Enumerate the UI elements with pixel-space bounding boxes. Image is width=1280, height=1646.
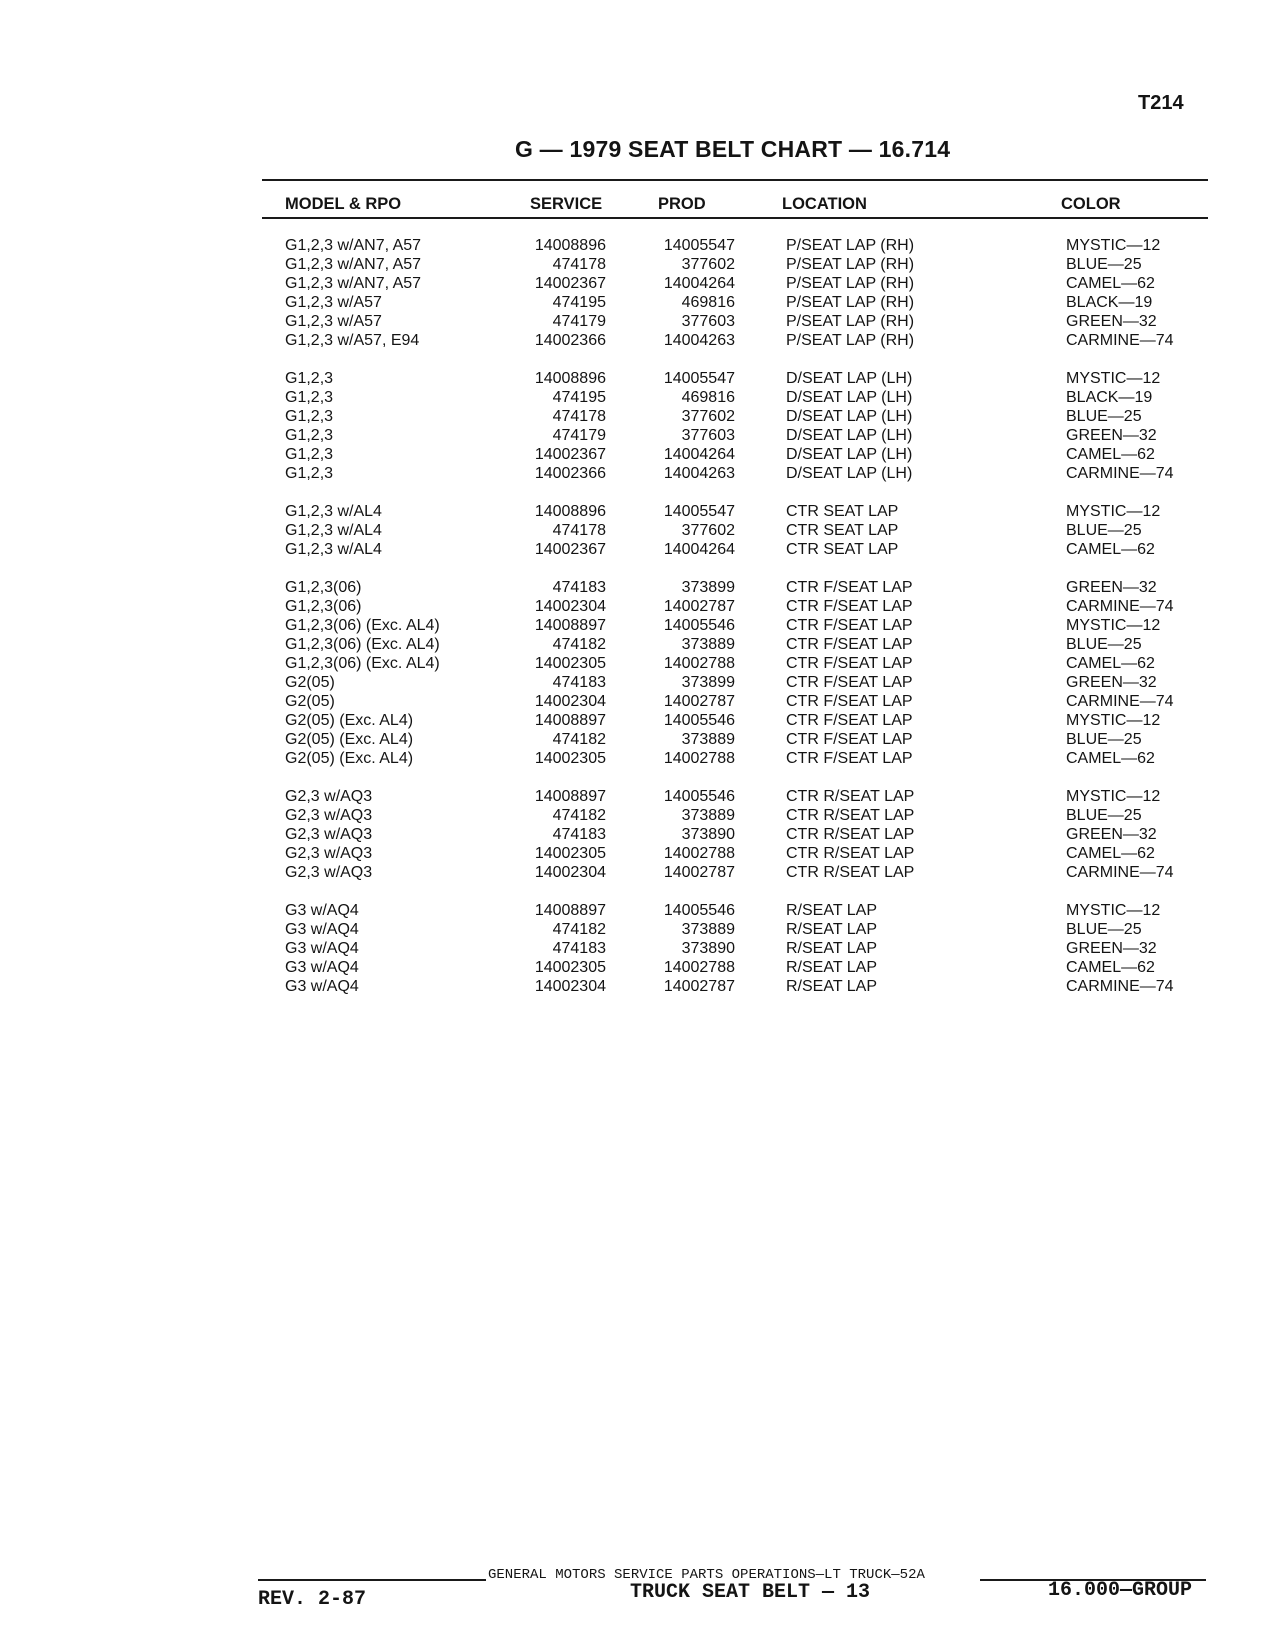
table-row — [0, 616, 1280, 635]
cell-model: G2,3 w/AQ3 — [285, 864, 373, 881]
table-row — [0, 426, 1280, 445]
cell-service: 474178 — [552, 256, 606, 273]
cell-color: CAMEL—62 — [1066, 446, 1155, 463]
page-code: T214 — [1138, 92, 1184, 114]
column-header-service: SERVICE — [530, 195, 603, 213]
cell-service: 474183 — [552, 940, 606, 957]
column-header-color: COLOR — [1061, 195, 1121, 213]
cell-service: 474182 — [552, 921, 606, 938]
table-row — [0, 787, 1280, 806]
cell-location: CTR R/SEAT LAP — [786, 788, 915, 805]
cell-color: BLUE—25 — [1066, 522, 1142, 539]
cell-model: G1,2,3 — [285, 408, 334, 425]
cell-model: G1,2,3 w/AL4 — [285, 541, 382, 558]
table-row — [0, 331, 1280, 350]
cell-service: 14002367 — [534, 275, 606, 292]
cell-color: MYSTIC—12 — [1066, 902, 1161, 919]
table-row — [0, 578, 1280, 597]
cell-model: G2(05) (Exc. AL4) — [285, 750, 414, 767]
cell-location: R/SEAT LAP — [786, 921, 877, 938]
cell-location: CTR F/SEAT LAP — [786, 731, 913, 748]
cell-model: G1,2,3 w/A57 — [285, 313, 382, 330]
cell-prod: 14005547 — [663, 237, 735, 254]
cell-location: R/SEAT LAP — [786, 959, 877, 976]
cell-prod: 373899 — [681, 674, 735, 691]
cell-color: CARMINE—74 — [1066, 598, 1174, 615]
cell-service: 474195 — [552, 389, 606, 406]
cell-model: G2,3 w/AQ3 — [285, 845, 373, 862]
cell-color: GREEN—32 — [1066, 826, 1157, 843]
cell-model: G1,2,3 w/AL4 — [285, 503, 382, 520]
cell-model: G1,2,3 — [285, 465, 334, 482]
cell-model: G1,2,3(06) — [285, 598, 362, 615]
cell-prod: 14002787 — [663, 864, 735, 881]
cell-prod: 14004264 — [663, 541, 735, 558]
cell-location: CTR R/SEAT LAP — [786, 807, 915, 824]
table-row — [0, 863, 1280, 882]
cell-model: G3 w/AQ4 — [285, 921, 359, 938]
cell-color: BLUE—25 — [1066, 256, 1142, 273]
cell-model: G1,2,3 — [285, 389, 334, 406]
cell-service: 14002366 — [534, 332, 606, 349]
table-row — [0, 464, 1280, 483]
cell-service: 474183 — [552, 674, 606, 691]
cell-service: 14002304 — [534, 693, 606, 710]
table-row — [0, 597, 1280, 616]
cell-model: G1,2,3 w/AN7, A57 — [285, 237, 422, 254]
cell-prod: 14002787 — [663, 598, 735, 615]
footer-operations: GENERAL MOTORS SERVICE PARTS OPERATIONS—LT TRUCK—52A — [488, 1567, 925, 1583]
table-row — [0, 407, 1280, 426]
cell-color: BLUE—25 — [1066, 408, 1142, 425]
cell-location: CTR F/SEAT LAP — [786, 750, 913, 767]
cell-location: CTR R/SEAT LAP — [786, 845, 915, 862]
cell-color: CARMINE—74 — [1066, 465, 1174, 482]
cell-location: P/SEAT LAP (RH) — [786, 256, 915, 273]
cell-model: G2(05) — [285, 674, 335, 691]
cell-location: P/SEAT LAP (RH) — [786, 313, 915, 330]
cell-location: CTR F/SEAT LAP — [786, 655, 913, 672]
cell-color: CAMEL—62 — [1066, 541, 1155, 558]
cell-model: G2,3 w/AQ3 — [285, 807, 373, 824]
cell-service: 14002305 — [534, 959, 606, 976]
cell-color: BLUE—25 — [1066, 807, 1142, 824]
cell-prod: 373889 — [681, 731, 735, 748]
footer-revision: REV. 2-87 — [258, 1588, 367, 1611]
table-row — [0, 274, 1280, 293]
cell-location: CTR F/SEAT LAP — [786, 693, 913, 710]
cell-color: BLUE—25 — [1066, 731, 1142, 748]
cell-prod: 373899 — [681, 579, 735, 596]
table-row — [0, 901, 1280, 920]
cell-location: CTR F/SEAT LAP — [786, 712, 913, 729]
cell-color: CARMINE—74 — [1066, 978, 1174, 995]
table-row — [0, 977, 1280, 996]
cell-model: G1,2,3 — [285, 427, 334, 444]
table-row — [0, 711, 1280, 730]
table-row — [0, 312, 1280, 331]
column-header-model: MODEL & RPO — [285, 195, 402, 213]
cell-model: G1,2,3 w/A57 — [285, 294, 382, 311]
cell-color: CARMINE—74 — [1066, 864, 1174, 881]
cell-location: CTR SEAT LAP — [786, 503, 899, 520]
cell-service: 14008897 — [534, 617, 606, 634]
cell-prod: 373890 — [681, 940, 735, 957]
cell-model: G2,3 w/AQ3 — [285, 826, 373, 843]
cell-location: CTR F/SEAT LAP — [786, 636, 913, 653]
cell-location: CTR R/SEAT LAP — [786, 826, 915, 843]
cell-service: 474179 — [552, 427, 606, 444]
table-header-rule — [262, 217, 1208, 219]
table-row — [0, 673, 1280, 692]
cell-location: CTR SEAT LAP — [786, 522, 899, 539]
cell-model: G1,2,3 — [285, 370, 334, 387]
cell-color: BLACK—19 — [1066, 294, 1153, 311]
cell-service: 14002366 — [534, 465, 606, 482]
cell-prod: 14004264 — [663, 275, 735, 292]
footer-rule-left — [258, 1579, 486, 1581]
table-row — [0, 369, 1280, 388]
cell-service: 474183 — [552, 826, 606, 843]
table-row — [0, 635, 1280, 654]
cell-location: P/SEAT LAP (RH) — [786, 294, 915, 311]
cell-location: P/SEAT LAP (RH) — [786, 332, 915, 349]
cell-model: G2,3 w/AQ3 — [285, 788, 373, 805]
cell-prod: 14002787 — [663, 693, 735, 710]
cell-prod: 377602 — [681, 408, 735, 425]
cell-prod: 377602 — [681, 256, 735, 273]
cell-service: 14002305 — [534, 750, 606, 767]
table-row — [0, 730, 1280, 749]
table-row — [0, 825, 1280, 844]
cell-service: 474182 — [552, 636, 606, 653]
cell-location: CTR R/SEAT LAP — [786, 864, 915, 881]
cell-location: D/SEAT LAP (LH) — [786, 427, 913, 444]
cell-model: G1,2,3 — [285, 446, 334, 463]
cell-prod: 469816 — [681, 389, 735, 406]
cell-color: GREEN—32 — [1066, 674, 1157, 691]
cell-service: 474182 — [552, 731, 606, 748]
cell-prod: 377603 — [681, 427, 735, 444]
table-row — [0, 958, 1280, 977]
cell-location: P/SEAT LAP (RH) — [786, 237, 915, 254]
cell-prod: 14004264 — [663, 446, 735, 463]
cell-prod: 469816 — [681, 294, 735, 311]
cell-prod: 14002788 — [663, 845, 735, 862]
table-row — [0, 293, 1280, 312]
cell-service: 14008897 — [534, 788, 606, 805]
cell-prod: 14002788 — [663, 959, 735, 976]
cell-color: GREEN—32 — [1066, 313, 1157, 330]
cell-location: D/SEAT LAP (LH) — [786, 446, 913, 463]
cell-prod: 14005546 — [663, 788, 735, 805]
cell-service: 474182 — [552, 807, 606, 824]
footer-group: 16.000—GROUP — [1048, 1579, 1193, 1602]
cell-model: G2(05) — [285, 693, 335, 710]
cell-model: G3 w/AQ4 — [285, 940, 359, 957]
cell-model: G1,2,3 w/AN7, A57 — [285, 275, 422, 292]
cell-prod: 373890 — [681, 826, 735, 843]
cell-model: G1,2,3 w/AL4 — [285, 522, 382, 539]
cell-location: CTR F/SEAT LAP — [786, 598, 913, 615]
cell-service: 14002304 — [534, 978, 606, 995]
cell-prod: 14002788 — [663, 750, 735, 767]
cell-location: D/SEAT LAP (LH) — [786, 408, 913, 425]
cell-service: 474178 — [552, 522, 606, 539]
cell-color: MYSTIC—12 — [1066, 503, 1161, 520]
cell-location: CTR F/SEAT LAP — [786, 579, 913, 596]
cell-prod: 14004263 — [663, 332, 735, 349]
cell-color: CAMEL—62 — [1066, 959, 1155, 976]
cell-location: R/SEAT LAP — [786, 902, 877, 919]
cell-service: 14008897 — [534, 902, 606, 919]
cell-model: G1,2,3(06) (Exc. AL4) — [285, 617, 440, 634]
cell-color: CARMINE—74 — [1066, 332, 1174, 349]
cell-service: 474183 — [552, 579, 606, 596]
cell-service: 14002304 — [534, 864, 606, 881]
cell-service: 14002305 — [534, 845, 606, 862]
cell-service: 474178 — [552, 408, 606, 425]
cell-color: GREEN—32 — [1066, 940, 1157, 957]
cell-model: G1,2,3(06) (Exc. AL4) — [285, 636, 440, 653]
cell-color: BLUE—25 — [1066, 636, 1142, 653]
cell-model: G3 w/AQ4 — [285, 978, 359, 995]
cell-color: CAMEL—62 — [1066, 275, 1155, 292]
cell-model: G1,2,3 w/A57, E94 — [285, 332, 420, 349]
table-row — [0, 939, 1280, 958]
table-row — [0, 388, 1280, 407]
cell-service: 14002305 — [534, 655, 606, 672]
cell-location: R/SEAT LAP — [786, 940, 877, 957]
table-row — [0, 844, 1280, 863]
cell-prod: 14005547 — [663, 370, 735, 387]
table-row — [0, 806, 1280, 825]
cell-color: CAMEL—62 — [1066, 750, 1155, 767]
cell-model: G1,2,3(06) — [285, 579, 362, 596]
cell-prod: 14002787 — [663, 978, 735, 995]
cell-location: CTR F/SEAT LAP — [786, 617, 913, 634]
cell-prod: 14004263 — [663, 465, 735, 482]
table-row — [0, 920, 1280, 939]
cell-service: 14002367 — [534, 446, 606, 463]
cell-model: G3 w/AQ4 — [285, 902, 359, 919]
cell-color: MYSTIC—12 — [1066, 617, 1161, 634]
cell-color: MYSTIC—12 — [1066, 370, 1161, 387]
cell-color: MYSTIC—12 — [1066, 237, 1161, 254]
cell-service: 14008897 — [534, 712, 606, 729]
cell-color: GREEN—32 — [1066, 427, 1157, 444]
cell-model: G3 w/AQ4 — [285, 959, 359, 976]
cell-location: P/SEAT LAP (RH) — [786, 275, 915, 292]
cell-service: 14002304 — [534, 598, 606, 615]
cell-location: CTR F/SEAT LAP — [786, 674, 913, 691]
table-row — [0, 502, 1280, 521]
cell-prod: 14005546 — [663, 712, 735, 729]
cell-prod: 373889 — [681, 921, 735, 938]
cell-location: CTR SEAT LAP — [786, 541, 899, 558]
chart-title: G — 1979 SEAT BELT CHART — 16.714 — [515, 136, 951, 162]
cell-prod: 14002788 — [663, 655, 735, 672]
cell-color: CAMEL—62 — [1066, 655, 1155, 672]
column-header-prod: PROD — [658, 195, 706, 213]
table-row — [0, 255, 1280, 274]
cell-location: D/SEAT LAP (LH) — [786, 465, 913, 482]
cell-model: G2(05) (Exc. AL4) — [285, 712, 414, 729]
cell-prod: 14005546 — [663, 902, 735, 919]
cell-service: 14008896 — [534, 370, 606, 387]
cell-location: D/SEAT LAP (LH) — [786, 370, 913, 387]
cell-location: D/SEAT LAP (LH) — [786, 389, 913, 406]
cell-prod: 373889 — [681, 807, 735, 824]
cell-prod: 14005547 — [663, 503, 735, 520]
table-row — [0, 445, 1280, 464]
table-row — [0, 654, 1280, 673]
cell-model: G1,2,3(06) (Exc. AL4) — [285, 655, 440, 672]
table-row — [0, 521, 1280, 540]
cell-color: GREEN—32 — [1066, 579, 1157, 596]
cell-model: G1,2,3 w/AN7, A57 — [285, 256, 422, 273]
cell-service: 474179 — [552, 313, 606, 330]
cell-prod: 373889 — [681, 636, 735, 653]
cell-color: BLACK—19 — [1066, 389, 1153, 406]
cell-color: BLUE—25 — [1066, 921, 1142, 938]
cell-location: R/SEAT LAP — [786, 978, 877, 995]
cell-model: G2(05) (Exc. AL4) — [285, 731, 414, 748]
cell-color: CARMINE—74 — [1066, 693, 1174, 710]
table-row — [0, 236, 1280, 255]
footer-section: TRUCK SEAT BELT — 13 — [630, 1581, 871, 1604]
cell-service: 14002367 — [534, 541, 606, 558]
column-header-location: LOCATION — [782, 195, 867, 213]
cell-service: 14008896 — [534, 503, 606, 520]
table-row — [0, 749, 1280, 768]
table-header-row — [0, 195, 1280, 214]
cell-prod: 14005546 — [663, 617, 735, 634]
cell-prod: 377602 — [681, 522, 735, 539]
table-row — [0, 540, 1280, 559]
cell-prod: 377603 — [681, 313, 735, 330]
cell-color: CAMEL—62 — [1066, 845, 1155, 862]
cell-color: MYSTIC—12 — [1066, 788, 1161, 805]
table-row — [0, 692, 1280, 711]
cell-service: 14008896 — [534, 237, 606, 254]
cell-color: MYSTIC—12 — [1066, 712, 1161, 729]
cell-service: 474195 — [552, 294, 606, 311]
